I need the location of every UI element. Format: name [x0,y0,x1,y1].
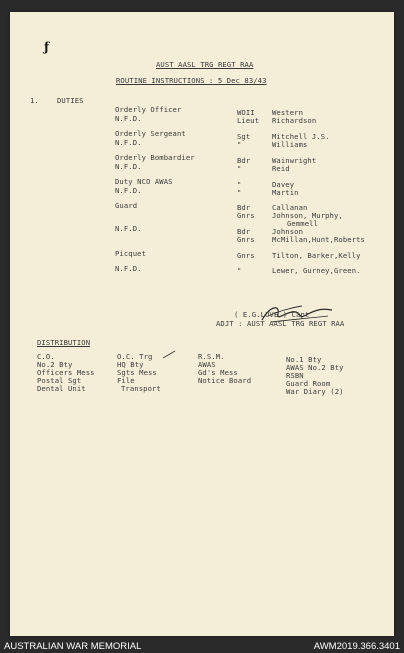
duty-name: Wainwright [272,156,317,165]
distribution-item: Guard Room [286,379,331,388]
document-title: AUST AASL TRG REGT RAA [156,60,254,69]
duty-name: Martin [272,188,299,197]
distribution-item: O.C. Trg [117,352,153,361]
duty-name: Johnson [272,227,303,236]
duty-role: N.F.D. [115,224,142,233]
document-subtitle: ROUTINE INSTRUCTIONS : 5 Dec 83/43 [116,76,267,85]
distribution-item: Gd's Mess [198,368,238,377]
duty-rank: " [237,164,242,173]
duty-name: Gemmell [287,219,318,228]
duty-role: N.F.D. [115,162,142,171]
footer-source-label: AUSTRALIAN WAR MEMORIAL [4,641,142,652]
duty-name: McMillan,Hunt,Roberts [272,235,365,244]
duty-rank: Bdr [237,227,251,236]
duty-name: Lewer, Gurney,Green. [272,266,361,275]
distribution-item: File [117,376,135,385]
duty-name: Callanan [272,203,308,212]
duty-rank: " [237,266,242,275]
distribution-item: HQ Bty [117,360,144,369]
duty-role: Duty NCO AWAS [115,177,173,186]
document-page [10,12,394,636]
signature-name: ( E.G.LOVE ) Capt [234,310,310,319]
duty-rank: Gnrs [237,251,255,260]
tick-mark-icon [162,350,176,360]
duty-rank: Bdr [237,203,251,212]
duty-rank: Lieut [237,116,260,125]
duty-role: Orderly Sergeant [115,129,186,138]
duty-name: Reid [272,164,290,173]
distribution-item: Notice Board [198,376,252,385]
duty-rank: Gnrs [237,211,255,220]
distribution-item: R.S.M. [198,352,225,361]
duty-rank: " [237,180,242,189]
duty-role: Orderly Bombardier [115,153,195,162]
duty-name: Western [272,108,303,117]
duty-name: Tilton, Barker,Kelly [272,251,361,260]
duty-role: N.F.D. [115,138,142,147]
duty-role: N.F.D. [115,186,142,195]
duty-role: Orderly Officer [115,105,182,114]
section-number: 1. [30,96,39,105]
signature-title: ADJT : AUST AASL TRG REGT RAA [216,319,345,328]
duty-name: Mitchell J.S. [272,132,330,141]
duty-rank: Sgt [237,132,251,141]
distribution-item: Transport [121,384,161,393]
corner-mark: ƒ [44,40,50,54]
section-heading: DUTIES [57,96,84,105]
footer-accession-number: AWM2019.366.3401 [313,641,400,652]
distribution-item: RSBN [286,371,304,380]
distribution-item: Postal Sgt [37,376,82,385]
duty-rank: " [237,188,242,197]
duty-role: Guard [115,201,138,210]
distribution-item: C.O. [37,352,55,361]
distribution-item: No.1 Bty [286,355,322,364]
distribution-item: AWAS [198,360,216,369]
distribution-item: Sgts Mess [117,368,157,377]
distribution-item: Dental Unit [37,384,86,393]
duty-name: Williams [272,140,308,149]
duty-rank: " [237,140,242,149]
distribution-item: No.2 Bty [37,360,73,369]
duty-name: Davey [272,180,295,189]
distribution-item: AWAS No.2 Bty [286,363,344,372]
duty-name: Richardson [272,116,317,125]
distribution-item: War Diary (2) [286,387,344,396]
distribution-item: Officers Mess [37,368,95,377]
duty-name: Johnson, Murphy, [272,211,343,220]
duty-role: N.F.D. [115,264,142,273]
duty-rank: WOII [237,108,255,117]
distribution-heading: DISTRIBUTION [37,338,91,347]
duty-rank: Gnrs [237,235,255,244]
duty-rank: Bdr [237,156,251,165]
duty-role: N.F.D. [115,114,142,123]
duty-role: Picquet [115,249,146,258]
